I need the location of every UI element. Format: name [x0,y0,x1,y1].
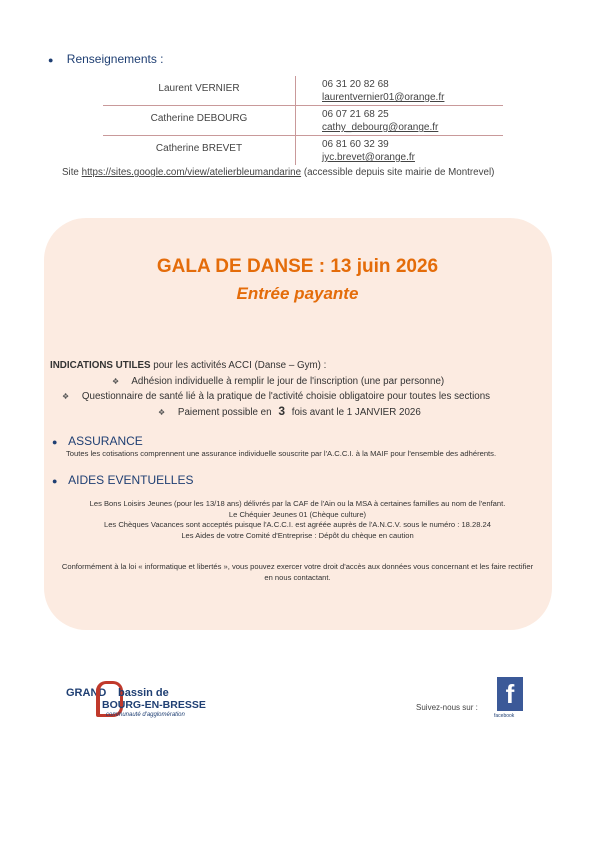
rgpd-line: Conformément à la loi « informatique et libertés », vous pouvez exercer votre droit d'accès aux données vous concernant et les faire rectifier [61,562,534,571]
contact-phone: 06 07 21 68 25 [322,109,389,120]
indications-lead [50,360,326,371]
contact-phone: 06 31 20 82 68 [322,79,389,90]
site-link[interactable]: https://sites.google.com/view/atelierbleumandarine [81,167,302,178]
indications-lead-rest: pour les activités ACCI (Danse – Gym) : [153,360,327,371]
aides-line: Le Chéquier Jeunes 01 (Chèque culture) [228,510,367,519]
indication-number: 3 [278,404,286,418]
renseignements-label: Renseignements : [66,52,164,66]
facebook-label: facebook [494,713,515,719]
indication-text: Adhésion individuelle à remplir le jour de l'inscription (une par personne) [131,376,445,387]
indication-item [112,376,444,387]
rgpd-line: en nous contactant. [264,573,331,582]
contact-row [103,76,503,106]
contact-name: Catherine DEBOURG [103,106,296,135]
contact-row [103,136,503,165]
bullet-icon: ● [52,437,58,447]
suivez-text: Suivez-nous sur : [416,703,478,712]
contact-email[interactable]: laurentvernier01@orange.fr [322,92,445,103]
contacts-table [103,76,503,165]
logo-text-bassin: bassin de [118,687,169,699]
bullet-icon: ● [52,476,58,486]
renseignements-heading [48,52,164,66]
gala-subtitle: Entrée payante [236,284,359,303]
site-prefix: Site [62,167,79,178]
assurance-heading [52,434,143,448]
diamond-bullet-icon: ❖ [112,377,120,386]
contact-email[interactable]: jyc.brevet@orange.fr [322,152,415,163]
logo-text-comm: communauté d'agglomération [106,712,185,718]
indication-text: Questionnaire de santé lié à la pratique de l'activité choisie obligatoire pour toutes les sections [81,391,491,402]
site-suffix: (accessible depuis site mairie de Montrevel) [303,167,495,178]
diamond-bullet-icon: ❖ [62,392,70,401]
aides-heading [52,473,194,487]
diamond-bullet-icon: ❖ [158,408,166,417]
assurance-label: ASSURANCE [68,434,143,448]
bullet-icon: ● [48,55,54,65]
contact-info [296,106,438,135]
grand-bassin-logo [66,683,216,723]
indication-item [62,391,490,402]
contact-info [296,76,444,105]
contact-info [296,136,415,165]
contact-name: Laurent VERNIER [103,76,296,105]
aides-line: Les Aides de votre Comité d'Entreprise : Dépôt du chèque en caution [181,531,414,540]
logo-text-grand: GRAND [66,687,107,699]
contact-row [103,106,503,136]
contact-phone: 06 81 60 32 39 [322,139,389,150]
indication-text-pre: Paiement possible en [177,407,272,418]
assurance-text: Toutes les cotisations comprennent une assurance individuelle souscrite par l'A.C.C.I. à la MAIF pour l'ensemble des adhérents. [66,449,497,458]
contact-name: Catherine BREVET [103,136,296,165]
aides-line: Les Chèques Vacances sont acceptés puisque l'A.C.C.I. est agréée auprès de l'A.N.C.V. sous le numéro : 18.28.24 [103,520,492,529]
contact-email[interactable]: cathy_debourg@orange.fr [322,122,439,133]
site-line [62,167,494,178]
indication-item [158,404,421,418]
indication-text-post: fois avant le 1 JANVIER 2026 [291,407,421,418]
aides-line: Les Bons Loisirs Jeunes (pour les 13/18 ans) délivrés par la CAF de l'Ain ou la MSA à certaines familles au nom de l'enfant. [89,499,506,508]
facebook-icon[interactable]: f [497,677,523,711]
logo-text-bourg: BOURG-EN-BRESSE [102,699,206,711]
indications-lead-bold: INDICATIONS UTILES [50,360,151,371]
aides-label: AIDES EVENTUELLES [68,473,194,487]
gala-title: GALA DE DANSE : 13 juin 2026 [156,256,439,277]
